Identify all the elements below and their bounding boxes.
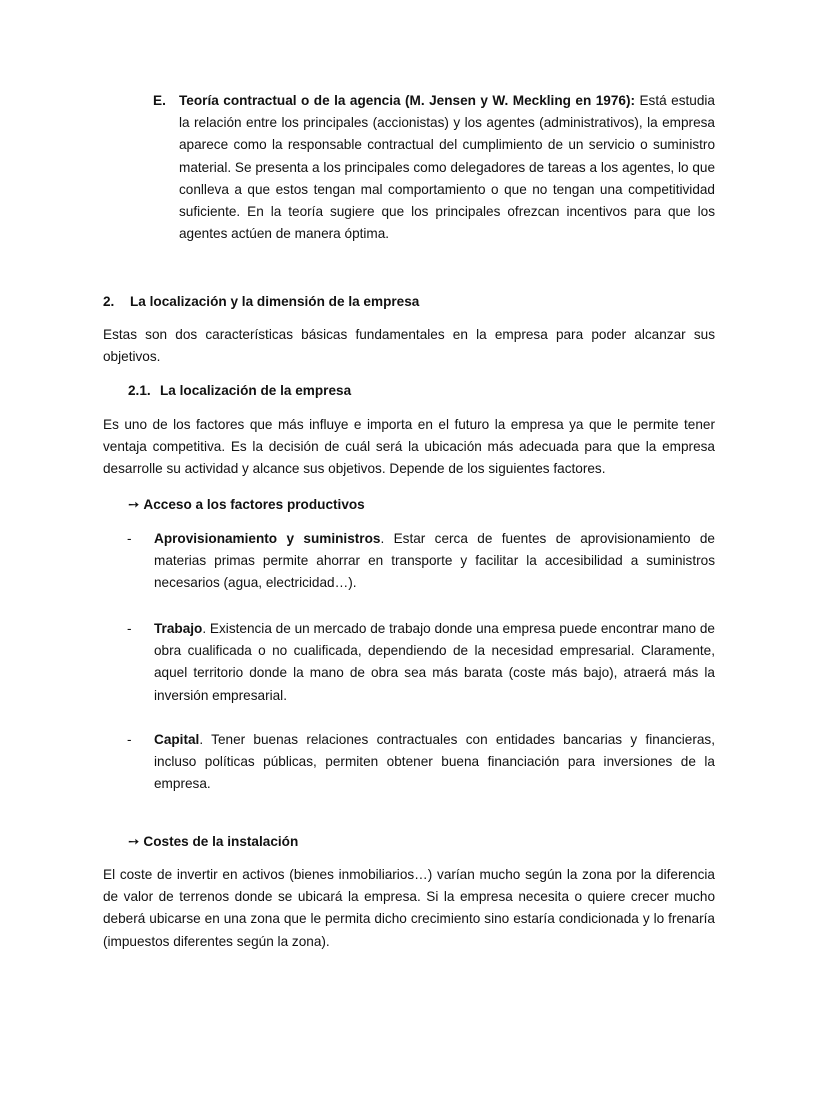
list-item-text [154,729,715,796]
factores-heading [128,494,365,516]
section-e-title: Teoría contractual o de la agencia (M. Jensen y W. Meckling en 1976): [179,93,636,108]
list-item-term: Aprovisionamiento y suministros [154,531,381,546]
list-item [127,528,715,595]
costes-heading [128,831,298,853]
list-item-text [154,618,715,707]
list-item-term: Capital [154,732,200,747]
section-e-text: Está estudia la relación entre los principales (accionistas) y los agentes (administrativos), la empresa aparece como la responsable contractual del cumplimiento de un servicio o suministro material. Se presenta a los principales como delegadores de tareas a los agentes, lo que conlleva a que estos tengan mal comportamiento o que no tengan una competitividad suficiente. En la teoría sugiere que los principales ofrezcan incentivos para que los agentes actúen de manera óptima. [179,93,715,242]
factores-heading-text: Acceso a los factores productivos [143,497,365,512]
costes-heading-text: Costes de la instalación [143,834,299,849]
list-item-text [154,528,715,595]
list-item-description: . Tener buenas relaciones contractuales con entidades bancarias y financieras, incluso políticas públicas, permiten obtener buena financiación para inversiones de la empresa. [154,732,715,792]
section-2-1-heading [128,380,351,402]
bullet-dash: - [127,531,132,546]
bullet-dash: - [127,621,132,636]
list-item-term: Trabajo [154,621,203,636]
arrow-right-icon: ➙ [128,834,140,849]
bullet-dash: - [127,732,132,747]
section-2-1-paragraph: Es uno de los factores que más influye e importa en el futuro la empresa ya que le permite tener ventaja competitiva. Es la decisión de cuál será la ubicación más adecuada para que la empresa desarrolle su actividad y alcance sus objetivos. Depende de los siguientes factores. [103,417,715,477]
section-2-heading [103,291,419,313]
list-item-description: . Existencia de un mercado de trabajo donde una empresa puede encontrar mano de obra cualificada o no cualificada, dependiendo de la necesidad empresarial. Claramente, aquel territorio donde la mano de obra sea más barata (coste más bajo), atraerá más la inversión empresarial. [154,621,715,703]
section-e-body [179,90,715,245]
section-2-number: 2. [103,294,115,309]
list-item [127,618,715,707]
section-e-letter: E. [153,93,166,108]
section-2-title: La localización y la dimensión de la empresa [130,294,420,309]
list-item-description: . Estar cerca de fuentes de aprovisionamiento de materias primas permite ahorrar en transporte y facilitar la accesibilidad a suministros necesarios (agua, electricidad…). [154,531,715,591]
section-2-1-number: 2.1. [128,383,151,398]
list-item [127,729,715,796]
section-2-1-title: La localización de la empresa [160,383,352,398]
section-e [153,90,715,245]
costes-paragraph: El coste de invertir en activos (bienes inmobiliarios…) varían mucho según la zona por la diferencia de valor de terrenos donde se ubicará la empresa. Si la empresa necesita o quiere crecer mucho deberá ubicarse en una zona que le permita dicho crecimiento sino estaría condicionada y lo frenaría (impuestos diferentes según la zona). [103,867,715,949]
section-2-intro: Estas son dos características básicas fundamentales en la empresa para poder alcanzar sus objetivos. [103,327,715,365]
arrow-right-icon: ➙ [128,497,140,512]
